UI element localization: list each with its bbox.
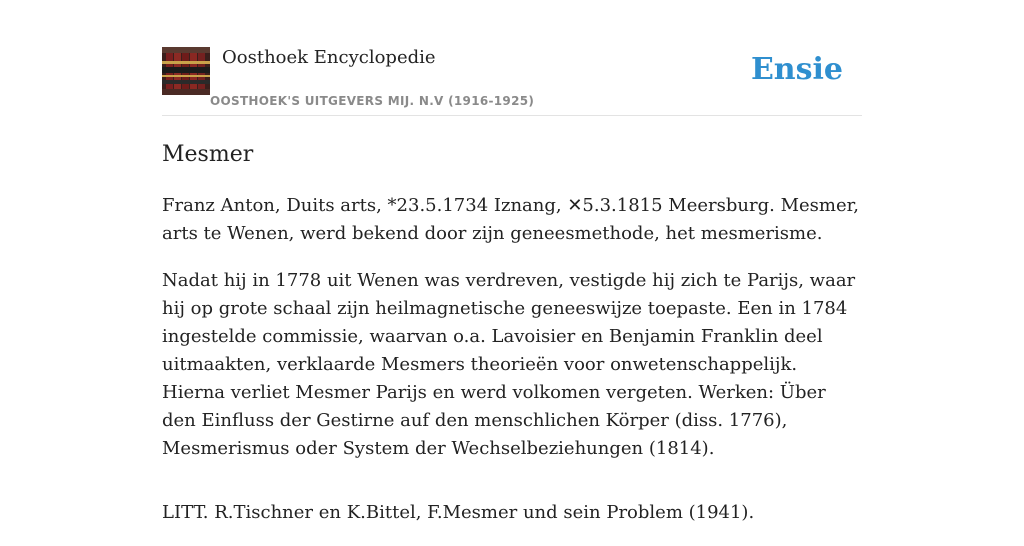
article-paragraph: Nadat hij in 1778 uit Wenen was verdreven, vestigde hij zich te Parijs, waar hij op grote schaal zijn heilmagnetische geneeswijze toepaste. Een in 1784 ingestelde commissie, waarvan o.a. Lavoisier en Benjamin Franklin deel uitmaakten, verklaarde Mesmers theorieën voor onwetenschappelijk. Hierna verliet Mesmer Parijs en werd volkomen vergeten. Werken: Über den Einfluss der Gestirne auf den menschlichen Körper (diss. 1776), Mesmerismus oder System der Wechselbeziehungen (1814). (162, 270, 856, 459)
page-title: Mesmer (162, 142, 254, 167)
article-paragraph: Franz Anton, Duits arts, *23.5.1734 Iznang, ✕5.3.1815 Meersburg. Mesmer, arts te Wenen, werd bekend door zijn geneesmethode, het mesmerisme. (162, 195, 859, 244)
article-body (162, 192, 862, 546)
source-title[interactable]: Oosthoek Encyclopedie (222, 47, 436, 68)
source-subtitle: OOSTHOEK'S UITGEVERS MIJ. N.V (1916-1925) (210, 94, 535, 108)
literature-reference: LITT. R.Tischner en K.Bittel, F.Mesmer und sein Problem (1941). (162, 502, 755, 523)
source-header (162, 0, 862, 116)
ensie-logo[interactable]: Ensie (750, 52, 843, 87)
article-container (162, 0, 862, 523)
book-spines-icon[interactable] (162, 47, 210, 95)
